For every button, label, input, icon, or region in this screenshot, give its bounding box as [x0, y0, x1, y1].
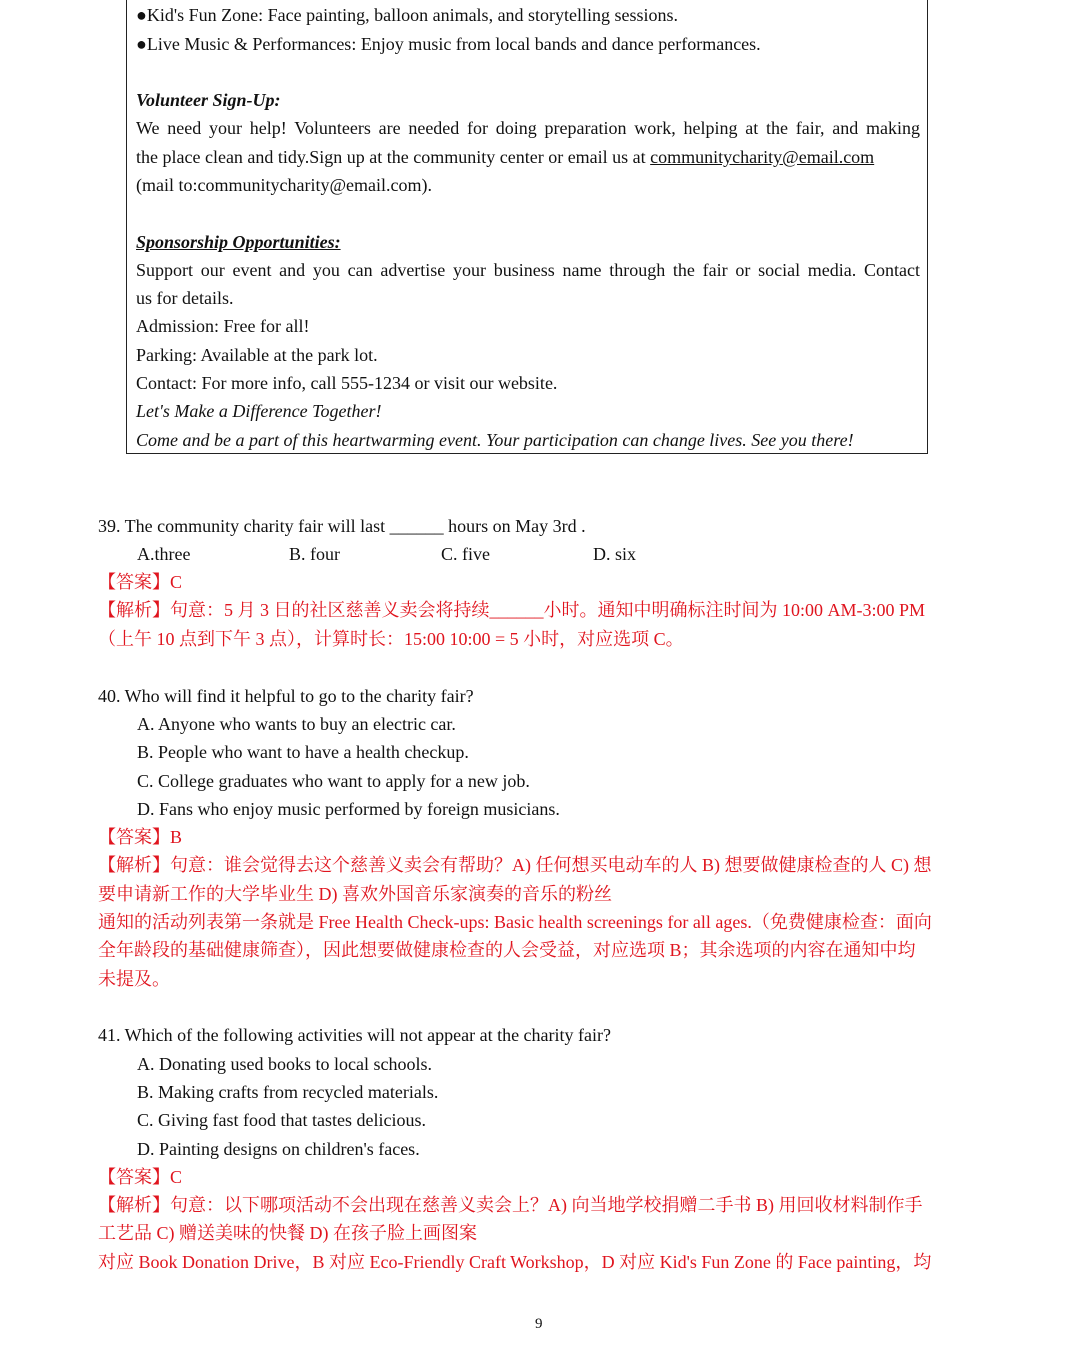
q39-option-c: C. five — [441, 544, 490, 564]
contact-text: Contact: For more info, call 555-1234 or visit our website. — [136, 373, 558, 393]
q40-analysis-line3: 通知的活动列表第一条就是 Free Health Check-ups: Basic health screenings for all ages.（免费健康检查：面向 — [98, 912, 932, 932]
sponsor-text-line2: us for details. — [136, 288, 234, 308]
q40-option-b: B. People who want to have a health checkup. — [137, 742, 469, 762]
volunteer-text-line1: We need your help! Volunteers are needed for doing preparation work, helping at the fair, and making — [136, 118, 920, 138]
q39-answer: 【答案】C — [98, 572, 183, 592]
q41-analysis-line1: 【解析】句意：以下哪项活动不会出现在慈善义卖会上？A) 向当地学校捐赠二手书 B) 用回收材料制作手 — [98, 1195, 923, 1215]
q41-option-d: D. Painting designs on children's faces. — [137, 1139, 420, 1159]
q41-option-b: B. Making crafts from recycled materials. — [137, 1082, 439, 1102]
q41-analysis-line3: 对应 Book Donation Drive，B 对应 Eco-Friendly Craft Workshop，D 对应 Kid's Fun Zone 的 Face painting，均 — [98, 1252, 932, 1272]
q39-option-b: B. four — [289, 544, 340, 564]
parking-text: Parking: Available at the park lot. — [136, 345, 378, 365]
q39-analysis-line2: （上午 10 点到下午 3 点），计算时长：15:00 10:00 = 5 小时，对应选项 C。 — [98, 629, 684, 649]
q39-analysis-line1: 【解析】句意：5 月 3 日的社区慈善义卖会将持续______小时。通知中明确标注时间为 10:00 AM-3:00 PM — [98, 600, 926, 620]
q40-analysis-line4: 全年龄段的基础健康筛查），因此想要做健康检查的人会受益，对应选项 B；其余选项的内容在通知中均 — [98, 940, 916, 960]
q41-question: 41. Which of the following activities will not appear at the charity fair? — [98, 1025, 611, 1045]
q40-option-d: D. Fans who enjoy music performed by foreign musicians. — [137, 799, 560, 819]
closing-text: Come and be a part of this heartwarming event. Your participation can change lives. See you there! — [136, 430, 854, 450]
q40-answer: 【答案】B — [98, 827, 183, 847]
admission-text: Admission: Free for all! — [136, 316, 310, 336]
q41-option-c: C. Giving fast food that tastes delicious. — [137, 1110, 426, 1130]
sponsor-text-line1: Support our event and you can advertise your business name through the fair or social media. Contact — [136, 260, 920, 280]
q40-question: 40. Who will find it helpful to go to the charity fair? — [98, 686, 474, 706]
q40-option-a: A. Anyone who wants to buy an electric car. — [137, 714, 456, 734]
volunteer-email-link[interactable]: communitycharity@email.com — [650, 147, 875, 167]
q41-option-a: A. Donating used books to local schools. — [137, 1054, 432, 1074]
q40-analysis-line5: 未提及。 — [98, 969, 170, 989]
volunteer-text-line3: (mail to:communitycharity@email.com). — [136, 175, 432, 195]
q40-analysis-line1: 【解析】句意：谁会觉得去这个慈善义卖会有帮助？A) 任何想买电动车的人 B) 想要做健康检查的人 C) 想 — [98, 855, 932, 875]
q39-option-a: A.three — [137, 544, 191, 564]
q40-option-c: C. College graduates who want to apply for a new job. — [137, 771, 530, 791]
volunteer-text-line2-pre: the place clean and tidy.Sign up at the community center or email us at — [136, 147, 651, 167]
volunteer-heading: Volunteer Sign-Up: — [136, 90, 281, 110]
sponsor-heading: Sponsorship Opportunities: — [136, 232, 341, 252]
notice-kids-zone: ●Kid's Fun Zone: Face painting, balloon animals, and storytelling sessions. — [136, 5, 679, 25]
q41-analysis-line2: 工艺品 C) 赠送美味的快餐 D) 在孩子脸上画图案 — [98, 1223, 477, 1243]
notice-live-music: ●Live Music & Performances: Enjoy music from local bands and dance performances. — [136, 34, 761, 54]
page-number: 9 — [535, 1316, 543, 1332]
q40-analysis-line2: 要申请新工作的大学毕业生 D) 喜欢外国音乐家演奏的音乐的粉丝 — [98, 884, 612, 904]
q41-answer: 【答案】C — [98, 1167, 183, 1187]
q39-option-d: D. six — [593, 544, 637, 564]
q39-question: 39. The community charity fair will last ______ hours on May 3rd . — [98, 516, 586, 536]
slogan-text: Let's Make a Difference Together! — [136, 401, 382, 421]
volunteer-text-line2 — [136, 143, 874, 171]
